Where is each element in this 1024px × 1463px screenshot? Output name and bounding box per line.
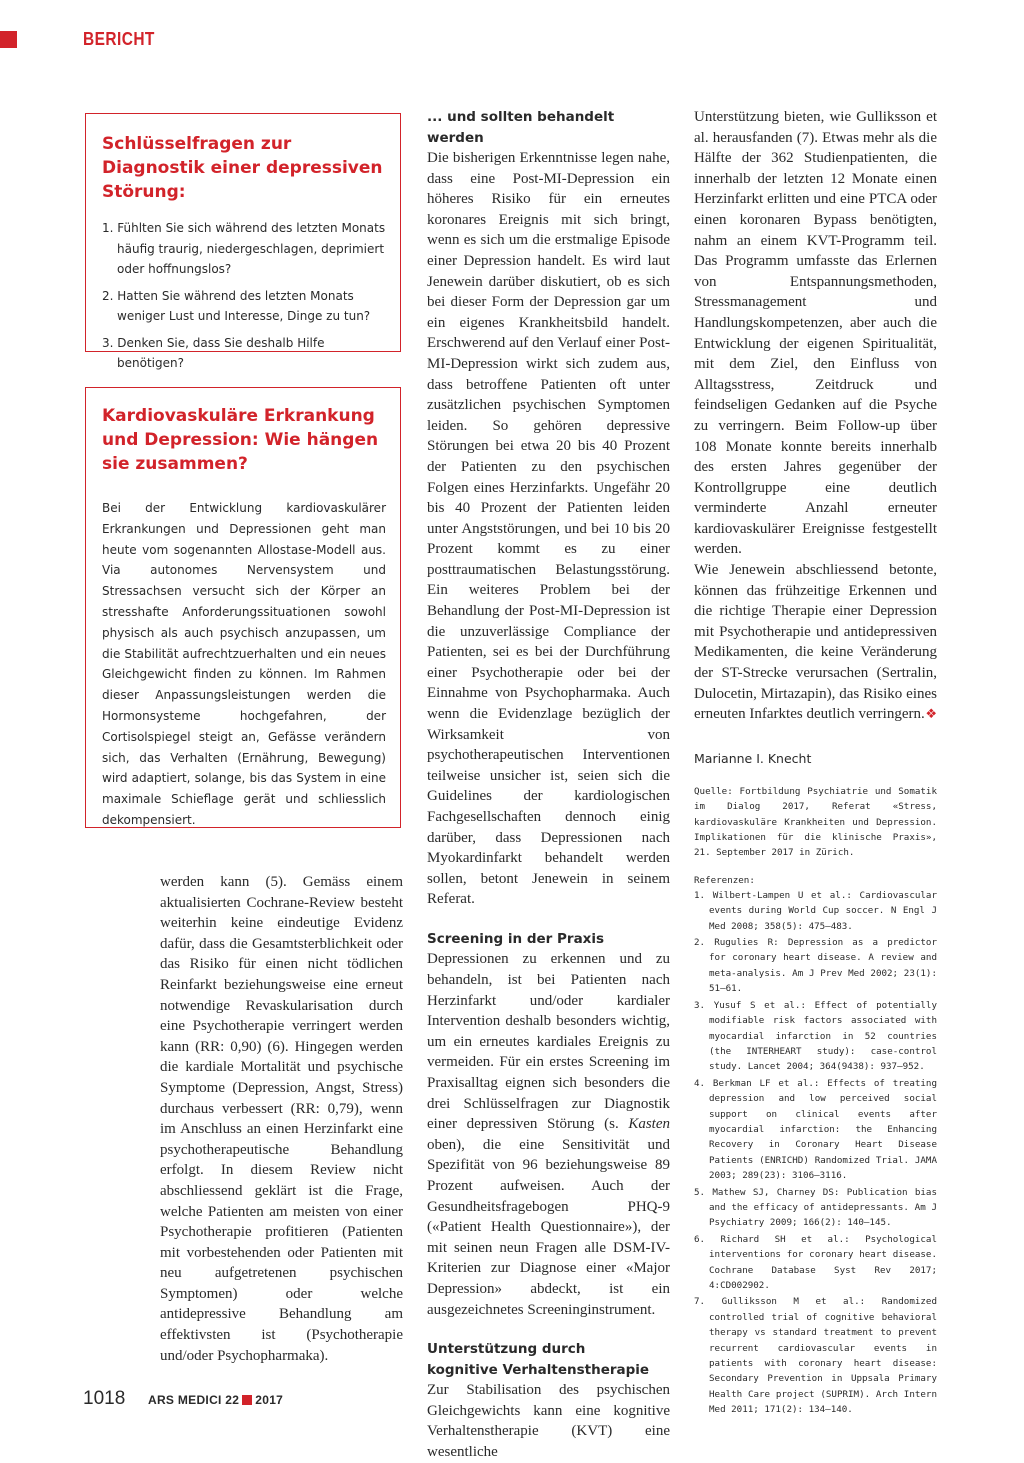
paragraph-text: Depressionen zu erkennen und zu behandeln, ist bei Patienten nach Herzinfarkt und/oder kardialer Intervention deshalb besonders wichtig, um ein erneutes kardiales Ereignis zu vermeiden. Für ein erstes Screening im Praxisalltag eignen sich besonders die drei Schlüsselfragen zur Diagnostik einer depressiven Störung (s. [427,951,670,1133]
reference-item: 2. Rugulies R: Depression as a predictor for coronary heart disease. A review and meta-analysis. Am J Prev Med 2002; 23(1): 51–61. [694,937,937,995]
paragraph: werden kann (5). Gemäss einem aktualisierten Cochrane-Review besteht weiterhin keine eindeutige Evidenz dafür, dass die Gesamtsterblichkeit oder das Risiko für einen nicht tödlichen Reinfarkt beziehungsweise eine erneut notwendige Revaskularisation durch eine Psychotherapie verringert werden kann (RR: 0,90) (6). Hingegen werden die kardiale Mortalität und psychische Symptome (Depression, Angst, Stress) durchaus verbessert (RR: 0,79), wenn im Anschluss an einen Herzinfarkt eine psychotherapeutische Behandlung erfolgt. In diesem Review nicht abschliessend geklärt ist die Frage, welche Patienten am meisten von einer Psychotherapie profitieren (Patienten mit vorbestehenden oder Patienten mit neu aufgetretenen psychischen Symptomen) oder welche antidepressive Behandlung am effektivsten ist (Psychotherapie und/oder Psychopharmaka). [160,874,403,1364]
paragraph-text: Wie Jenewein abschliessend betonte, können das frühzeitige Erkennen und die richtige Therapie einer Depression mit Psychotherapie und antidepressiven Medikamenten, die keine Veränderung der ST-Strecke verursachen (Sertralin, Dulocetin, Mirtazapin), das Risiko eines erneuten Infarktes deutlich verringern. [694,562,937,723]
subheading-line: kognitive Verhaltenstherapie [427,1361,650,1378]
subheading: Screening in der Praxis [427,930,605,947]
journal-name: ARS MEDICI 22 [148,1393,240,1407]
source-note: Quelle: Fortbildung Psychiatrie und Somatik im Dialog 2017, Referat «Stress, kardiovaskuläre Krankheiten und Depression. Implikationen für die klinische Praxis», 21. September 2017 in Zürich. [694,785,937,859]
reference-list [694,888,937,1418]
box-title: Kardiovaskuläre Erkrankung und Depression: Wie hängen sie zusammen? [102,406,379,474]
reference-item: 1. Wilbert-Lampen U et al.: Cardiovascular events during World Cup soccer. N Engl J Med 2008; 358(5): 475–483. [694,889,937,932]
separator-square-icon [242,1395,252,1405]
paragraph: Unterstützung bieten, wie Gulliksson et al. herausfanden (7). Etwas mehr als die Hälfte der 362 Studienpatienten, die innerhalb der letzten 12 Monate einen Herzinfarkt erlitten und eine PTCA oder einen koronaren Bypass benötigten, nahm an einem KVT-Programm teil. Das Programm umfasste das Erlernen von Entspannungsmethoden, Stressmanagement und Handlungskompetenzen, aber auch die Entwicklung der eigenen Spiritualität, mit dem Ziel, den Einfluss von Alltagsstress, Zeitdruck und feindseligen Gedanken auf die Psyche zu verringern. Beim Follow-up über 108 Monate konnte bereits innerhalb des ersten Jahres gegenüber der Kontrollgruppe eine deutlich verminderte Anzahl erneuter kardiovaskulärer Ereignisse festgestellt werden. [694,109,937,558]
section-label: BERICHT [83,29,155,49]
subheading: ... und sollten behandelt werden [427,109,615,146]
question-list [102,218,386,374]
list-item: 1. Fühlten Sie sich während des letzten Monats häufig traurig, niedergeschlagen, deprimiert oder hoffnungslos? [102,221,386,276]
end-mark-icon: ❖ [925,706,937,722]
reference-item: 7. Gulliksson M et al.: Randomized controlled trial of cognitive behavioral therapy vs standard treatment to prevent recurrent cardiovascular events in patients with coronary heart disease: Secondary Prevention in Uppsala Primary Health Care project (SUPRIM). Arch Intern Med 2011; 171(2): 134–140. [694,1296,937,1416]
reference-item: 5. Mathew SJ, Charney DS: Publication bias and the efficacy of antidepressants. Am J Psychiatry 2009; 166(2): 140–145. [694,1186,937,1229]
paragraph [427,949,670,1320]
reference-item: 3. Yusuf S et al.: Effect of potentially modifiable risk factors associated with myocardial infarction in 52 countries (the INTERHEART study): case-control study. Lancet 2004; 364(9438): 937–952. [694,999,937,1073]
box-body-text: Bei der Entwicklung kardiovaskulärer Erkrankungen und Depressionen geht man heute vom sogenannten Allostase-Modell aus. Via autonomes Nervensystem und Stressachsen versucht sich der Körper an stresshafte Anforderungssituationen sowohl physisch als auch psychisch anzupassen, um die Stabilität aufrechtzuerhalten und ein neues Gleichgewicht finden zu können. Im Rahmen dieser Anpassungsleistungen werden die Hormonsysteme hochgefahren, der Cortisolspiegel steigt an, Gefässe verändern sich, das Verhalten (Ernährung, Bewegung) wird adaptiert, solange, bis das System in eine maximale Schieflage gerät und schliesslich dekompensiert. [102,501,386,827]
subheading [427,1339,670,1380]
body-column-right [694,107,937,1419]
emphasis-text: Kasten [628,1116,670,1133]
author-name: Marianne I. Knecht [694,750,812,766]
body-column-middle [427,107,670,1463]
paragraph: Zur Stabilisation des psychischen Gleichgewichts kann eine kognitive Verhaltenstherapie (KVT) eine wesentliche [427,1382,670,1460]
subheading-line: Unterstützung durch [427,1341,586,1358]
references [694,875,937,1418]
paragraph: Die bisherigen Erkenntnisse legen nahe, dass eine Post-MI-Depression ein höheres Risiko für ein erneutes koronares Ereignis mit sich bringt, wenn es sich um die erstmalige Episode einer Depression handelt. Es wird laut Jenewein darüber diskutiert, ob es sich bei dieser Form der Depression gar um ein eigenes Krankheitsbild handelt. Erschwerend auf den Verlauf einer Post-MI-Depression wirkt sich zudem aus, dass betroffene Patienten oft unter zusätzlichen psychischen Symptomen leiden. So gehören depressive Störungen bei etwa 20 bis 40 Prozent der Patienten zu den psychischen Folgen eines Herzinfarkts. Ungefähr 20 bis 40 Prozent der Patienten leiden unter Angststörungen, und bei 10 bis 20 Prozent kommt es zu einer posttraumatischen Belastungsstörung. Ein weiteres Problem bei der Behandlung der Post-MI-Depression ist die unzuverlässige Compliance der Patienten, sei es bei der Durchführung einer Psychotherapie oder bei der Einnahme von Psychopharmaka. Auch wenn die Evidenzlage bezüglich der Wirksamkeit von psychotherapeutischen Interventionen teilweise unsicher ist, seien sich die Guidelines der kardiologischen Fachgesellschaften dennoch einig darüber, dass Depressionen nach Myokardinfarkt behandelt werden sollen, betont Jenewein in seinem Referat. [427,150,670,908]
info-box-key-questions [85,113,401,370]
journal-year: 2017 [255,1393,284,1407]
journal-issue [148,1393,283,1407]
reference-item: 4. Berkman LF et al.: Effects of treating depression and low perceived social support on clinical events after myocardial infarction: the Enhancing Recovery in Coronary Heart Disease Patients (ENRICHD) Randomized Trial. JAMA 2003; 289(23): 3106–3116. [694,1077,937,1182]
list-item: 2. Hatten Sie während des letzten Monats weniger Lust und Interesse, Dinge zu tun? [102,288,371,323]
paragraph-text: oben), die eine Sensitivität und Spezifität von 96 beziehungsweise 89 Prozent aufweisen. Auch der Gesundheitsfragebogen PHQ-9 («Patient Health Questionnaire»), der mit seinen neun Fragen alle DSM-IV-Kriterien zur Diagnose einer «Major Depression» abdeckt, ist ein ausgezeichnetes Screeninginstrument. [427,1136,670,1318]
references-title: Referenzen: [694,874,755,886]
paragraph [694,560,937,725]
box-title: Schlüsselfragen zur Diagnostik einer depressiven Störung: [102,134,383,202]
reference-item: 6. Richard SH et al.: Psychological interventions for coronary heart disease. Cochrane Database Syst Rev 2017; 4:CD002902. [694,1233,937,1291]
section-marker [0,31,17,48]
page-number: 1018 [83,1388,126,1409]
list-item: 3. Denken Sie, dass Sie deshalb Hilfe benötigen? [102,335,325,370]
body-column-left [160,872,403,1366]
info-box-allostasis [85,387,401,828]
